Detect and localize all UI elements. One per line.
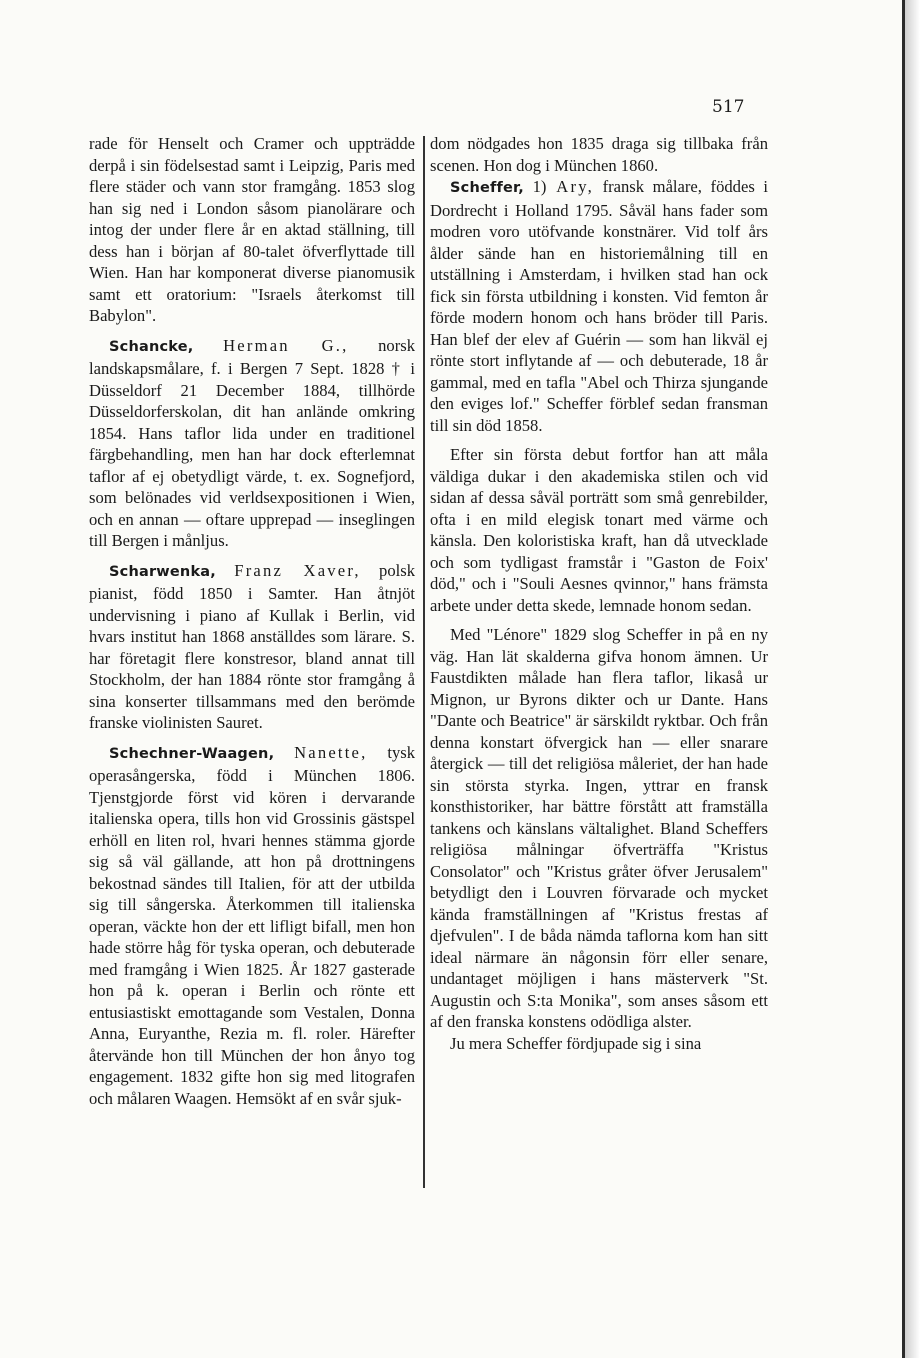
entry-schechner-waagen <box>89 742 415 1110</box>
paragraph-scheffer-lenore: Med "Lénore" 1829 slog Scheffer in på en ny väg. Han lät skalderna gifva honom ämnen. Ur Faustdikten målade han flera taflor, likaså ur Mignon, ur Byrons dikter och ur Dante. Hans "Dante och Beatrice" är särskildt ryktbar. Och från denna konstart öfvergick han — eller snarare återgick — till det religiösa måleriet, der han hade sin största styrka. Ingen, yttrar en fransk konsthistoriker, har bättre förstått att framställa tankens och känslans vältalighet. Bland Scheffers religiösa målningar öfverträffa "Kristus Consolator" och "Kristus gråter öfver Jerusalem" betydligt den i Louvren förvarade och mycket kända framställningen af "Kristus frestas af djefvulen". I de båda nämda taflorna kom han sitt ideal närmare än någonsin förr eller senare, undantaget möjligen i hans mästerverk "St. Augustin och S:ta Monika", som anses såsom ett af den franska konstens odödliga alster. <box>430 625 768 1031</box>
entry-text: polsk pianist, född 1850 i Samter. Han åtnjöt undervisning i piano af Kullak i Berlin, vid hvars institut han 1868 anställdes som lärare. S. har företagit flere konstresor, bland annat till Stockholm, der han 1884 rönte stor framgång å sina konserter tillsammans med den berömde franske violinisten Sauret. <box>89 560 415 732</box>
entry-scharwenka <box>89 560 415 734</box>
entry-forename: Franz Xaver, <box>234 560 361 580</box>
page-number: 517 <box>712 97 745 117</box>
entry-text: norsk landskapsmålare, f. i Bergen 7 Sept. 1828 † i Düsseldorf 21 December 1884, tillhörde Düsseldorferskolan, dit han anlände omkring 1854. Hans taflor lida under en traditionel färgbehandling, men han har dock efterlemnat taflor af ej obetydligt värde, t. ex. Sognefjord, som belönades vid verldsexpositionen i Wien, och en annan — oftare upprepad — inseglingen till Bergen i månljus. <box>89 335 415 550</box>
entry-forename: Herman G., <box>223 335 349 355</box>
entry-number: 1) <box>523 177 547 196</box>
entry-text: tysk operasångerska, född i München 1806. Tjenstgjorde först vid kören i dervarande italienska opera, tills hon vid Grossinis gästspel erhöll en liten rol, hvari hennes stämma gjorde sig så väl gällande, att hon på drottningens bekostnad sändes till Italien, för att der utbilda sig till sångerska. Återkommen till italienska operan, väckte hon der ett lifligt bifall, men hon hade större håg för tyska operan, och debuterade med framgång i Wien 1825. År 1827 gasterade hon på k. operan i Berlin och rönte ett entusiastiskt emottagande som Vestalen, Donna Anna, Euryanthe, Rezia m. fl. roler. Härefter återvände hon till München der hon ånyo tog engagement. 1832 gifte hon sig med litografen och målaren Waagen. Hemsökt af en svår sjuk- <box>89 742 415 1108</box>
entry-forename: Ary, <box>546 177 594 196</box>
entry-headword: Schancke, <box>109 338 194 355</box>
paragraph-schechner-continuation: dom nödgades hon 1835 draga sig tillbaka från scenen. Hon dog i München 1860. <box>430 134 768 175</box>
entry-scheffer <box>430 176 768 436</box>
entry-forename: Nanette, <box>294 742 368 762</box>
entry-text: fransk målare, föddes i Dordrecht i Holland 1795. Såväl hans fader som modren voro utöfvande konstnärer. Vid tolf års ålder sände han en historiemålning till en utställning i Amsterdam, i hvilken stad han ock fick sin första utbildning i konsten. Vid femton år förde modern honom och hans bröder till Paris. Han blef der elev af Guérin — som han likväl ej rönte stort inflytande af — och debuterade, 18 år gammal, med en tafla "Abel och Thirza sjungande den eviges lof." Scheffer förblef sedan fransman till sin död 1858. <box>430 177 768 435</box>
column-divider <box>423 136 425 1188</box>
paragraph-henselt-continuation: rade för Henselt och Cramer och uppträdde derpå i sin födelsestad samt i Leipzig, Paris med flere städer och vann stor framgång. 1853 slog han sig ned i London såsom pianolärare och intog der under flere år en aktad ställning, till dess han i början af 80-talet öfverflyttade till Wien. Han har komponerat diverse pianomusik samt ett oratorium: "Israels återkomst till Babylon". <box>89 134 415 325</box>
paragraph-scheffer-final: Ju mera Scheffer fördjupade sig i sina <box>450 1033 702 1053</box>
entry-headword: Schechner-Waagen, <box>109 745 275 762</box>
entry-schancke <box>89 335 415 552</box>
paragraph-scheffer-debut: Efter sin första debut fortfor han att måla väldiga dukar i den akademiska stilen och vid sidan af dessa såväl porträtt som små genrebilder, ofta i en mild elegisk tonart med värme och känsla. Den koloristiska kraft, han då utvecklade och som tydligast framstår i "Gaston de Foix' död," och i "Souli Aesnes qvinnor," hans främsta arbete under detta skede, lemnade honom sedan. <box>430 445 768 615</box>
entry-headword: Scharwenka, <box>109 563 216 580</box>
entry-headword: Scheffer, <box>450 180 524 196</box>
left-column <box>89 133 415 1109</box>
right-column <box>430 133 768 1054</box>
page-edge-shadow <box>905 0 920 1358</box>
